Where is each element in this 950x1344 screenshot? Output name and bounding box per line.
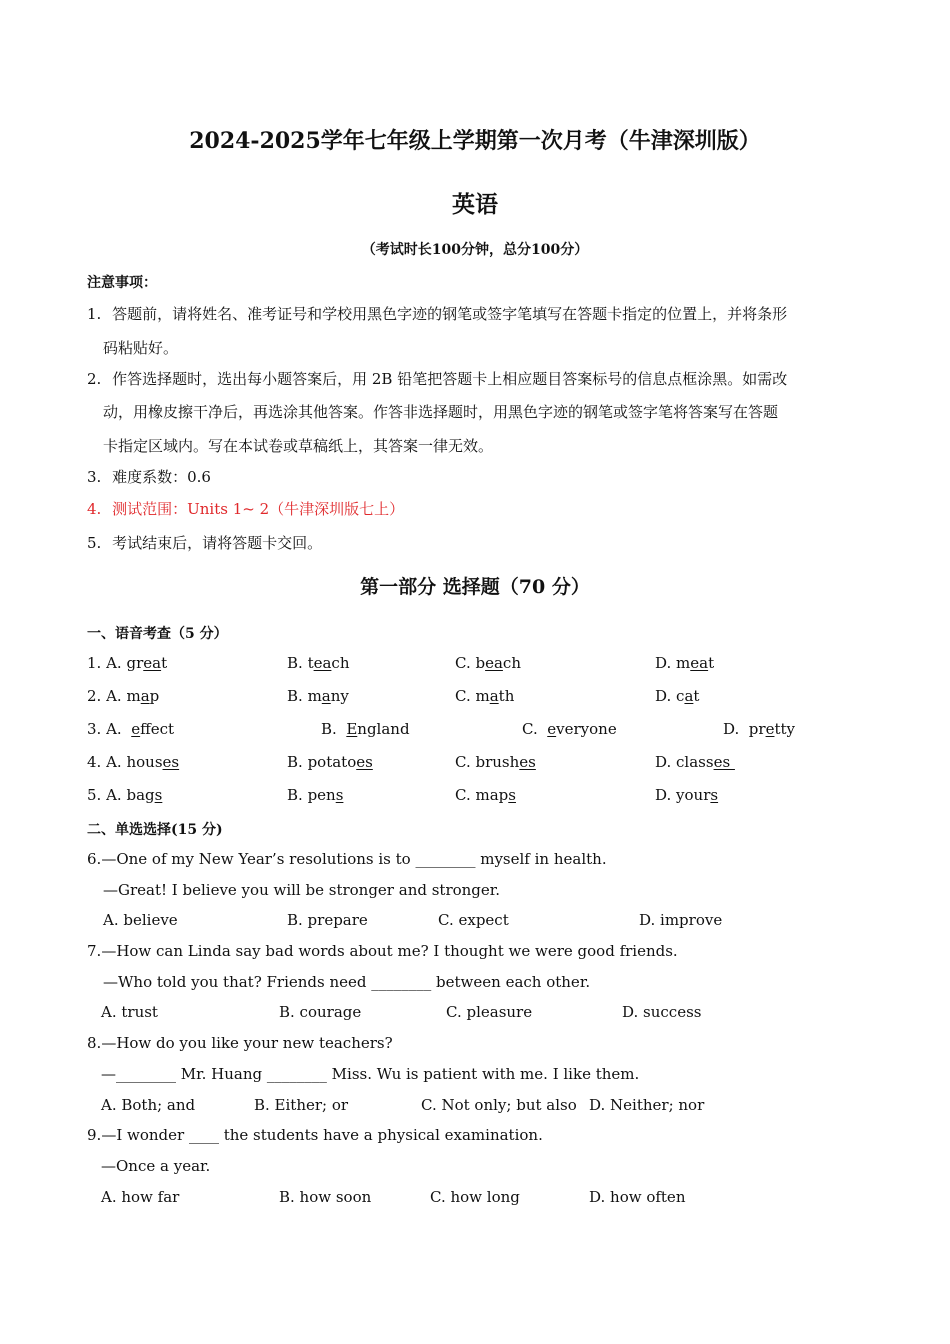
note-text: 考试结束后，请将答题卡交回。 [112, 534, 323, 552]
question-number: 1. [87, 654, 107, 672]
question-text: —How can Linda say bad words about me? I thought we were good friends. [101, 942, 678, 960]
answer-option: D. success [622, 1003, 702, 1021]
question-stem [87, 850, 607, 868]
word-part: bag [126, 786, 155, 804]
phonetic-option [522, 720, 617, 738]
option-label: B. [287, 654, 308, 672]
underlined-letters: ea [485, 654, 503, 672]
word-part: th [498, 687, 515, 705]
answer-option: B. prepare [287, 911, 368, 929]
phonetic-option [455, 654, 521, 672]
underlined-letters: s [508, 786, 516, 804]
option-label: A. [106, 720, 132, 738]
underlined-letters: ea [313, 654, 332, 672]
word-part: brush [475, 753, 520, 771]
option-label: C. [455, 786, 476, 804]
phonetic-option [455, 753, 536, 771]
word-part: m [676, 654, 691, 672]
note-number: 2. [87, 370, 102, 388]
word-part: p [149, 687, 160, 705]
word-part: t [708, 654, 715, 672]
phonetic-option [655, 654, 714, 672]
question-stem [87, 1034, 393, 1052]
underlined-letters: es [356, 753, 373, 771]
note-item-3 [87, 466, 211, 487]
underlined-letters: e [765, 720, 775, 738]
option-label: B. [287, 753, 308, 771]
single-choice-heading: 二、单选选择(15 分) [87, 822, 223, 838]
option-label: B. [287, 786, 308, 804]
option-label: D. [655, 786, 677, 804]
word-part: c [676, 687, 685, 705]
word-part: your [676, 786, 711, 804]
answer-option: B. how soon [279, 1188, 372, 1206]
underlined-letters: a [140, 687, 150, 705]
word-part: class [676, 753, 714, 771]
word-part: m [307, 687, 322, 705]
note-item-1 [87, 303, 787, 324]
answer-option: C. Not only; but also [421, 1096, 577, 1114]
question-text: —How do you like your new teachers? [101, 1034, 393, 1052]
underlined-letters: e [131, 720, 141, 738]
dialogue-reply: —Once a year. [101, 1157, 211, 1175]
question-number: 4. [87, 753, 107, 771]
word-part: t [693, 687, 700, 705]
question-number: 2. [87, 687, 107, 705]
subject-title: 英语 [452, 191, 498, 218]
word-part: ch [331, 654, 350, 672]
answer-option: A. Both; and [101, 1096, 196, 1114]
question-number: 8. [87, 1034, 102, 1052]
option-label: D. [723, 720, 749, 738]
word-part: hous [126, 753, 163, 771]
phonetic-option [455, 786, 516, 804]
note-number: 1. [87, 305, 102, 323]
word-part: map [475, 786, 509, 804]
underlined-letters: s [335, 786, 344, 804]
underlined-letters: a [684, 687, 694, 705]
word-part: ny [330, 687, 349, 705]
word-part: t [307, 654, 314, 672]
question-number: 5. [87, 786, 107, 804]
underlined-letters: ea [690, 654, 709, 672]
word-part: pr [748, 720, 766, 738]
phonetic-option [455, 687, 514, 705]
word-part: ffect [140, 720, 175, 738]
answer-option: C. pleasure [446, 1003, 533, 1021]
question-number: 3. [87, 720, 107, 738]
question-number: 9. [87, 1126, 102, 1144]
option-label: A. [106, 753, 127, 771]
word-part: ngland [357, 720, 410, 738]
word-part: b [475, 654, 486, 672]
note-item-5 [87, 532, 322, 553]
option-label: C. [455, 753, 476, 771]
phonetic-option [287, 654, 349, 672]
answer-option: A. how far [101, 1188, 180, 1206]
phonetic-option [87, 786, 162, 804]
word-part: m [126, 687, 141, 705]
option-label: C. [455, 687, 476, 705]
option-label: B. [321, 720, 347, 738]
phonetic-option [87, 753, 179, 771]
underlined-letters: s [154, 786, 163, 804]
underlined-letters: es [519, 753, 536, 771]
note-number: 4. [87, 500, 102, 518]
underlined-letters: es [713, 753, 735, 771]
question-number: 7. [87, 942, 102, 960]
underlined-letters: e [547, 720, 557, 738]
phonetic-option [287, 786, 343, 804]
dialogue-reply: —________ Mr. Huang ________ Miss. Wu is patient with me. I like them. [101, 1065, 640, 1083]
note-number: 5. [87, 534, 102, 552]
note-text: 答题前，请将姓名、准考证号和学校用黑色字迹的钢笔或签字笔填写在答题卡指定的位置上，并将条形 [112, 305, 788, 323]
note-text: 测试范围：Units 1~ 2（牛津深圳版七上） [112, 500, 405, 518]
option-label: D. [655, 654, 677, 672]
question-stem [87, 1126, 543, 1144]
underlined-letters: a [321, 687, 331, 705]
option-label: C. [522, 720, 548, 738]
option-label: B. [287, 687, 308, 705]
question-number: 6. [87, 850, 102, 868]
underlined-letters: es [162, 753, 180, 771]
note-text: 作答选择题时，选出每小题答案后，用 2B 铅笔把答题卡上相应题目答案标号的信息点框涂黑。如需改 [112, 370, 788, 388]
phonetic-option [87, 654, 167, 672]
question-text: —One of my New Year’s resolutions is to ________ myself in health. [101, 850, 607, 868]
word-part: m [475, 687, 490, 705]
phonetic-option [87, 720, 174, 738]
note-item-4 [87, 498, 404, 519]
phonetic-option [655, 753, 735, 771]
exam-duration-info: （考试时长100分钟，总分100分） [361, 242, 589, 258]
phonetic-option [287, 687, 349, 705]
answer-option: A. believe [103, 911, 178, 929]
word-part: ch [502, 654, 521, 672]
note-item-2 [87, 368, 787, 389]
word-part: pen [307, 786, 336, 804]
underlined-letters: a [489, 687, 499, 705]
notes-heading: 注意事项： [87, 275, 157, 291]
phonetics-heading: 一、语音考查（5 分） [87, 626, 228, 642]
note-continuation: 动，用橡皮擦干净后，再选涂其他答案。作答非选择题时，用黑色字迹的钢笔或签字笔将答案写在答题 [103, 403, 779, 421]
underlined-letters: s [710, 786, 719, 804]
question-stem [87, 942, 678, 960]
question-text: —I wonder ____ the students have a physical examination. [101, 1126, 543, 1144]
note-number: 3. [87, 468, 102, 486]
part-one-title: 第一部分 选择题（70 分） [360, 576, 590, 598]
phonetic-option [655, 687, 699, 705]
answer-option: D. improve [639, 911, 723, 929]
option-label: D. [655, 753, 677, 771]
underlined-letters: E [346, 720, 358, 738]
answer-option: C. expect [438, 911, 509, 929]
word-part: gr [126, 654, 144, 672]
note-continuation: 卡指定区域内。写在本试卷或草稿纸上，其答案一律无效。 [103, 437, 494, 455]
answer-option: B. Either; or [254, 1096, 349, 1114]
word-part: potato [307, 753, 357, 771]
option-label: A. [106, 786, 127, 804]
answer-option: C. how long [430, 1188, 520, 1206]
dialogue-reply: —Great! I believe you will be stronger and stronger. [103, 881, 501, 899]
option-label: C. [455, 654, 476, 672]
note-text: 难度系数：0.6 [112, 468, 211, 486]
word-part: t [161, 654, 168, 672]
option-label: A. [106, 654, 127, 672]
answer-option: A. trust [101, 1003, 158, 1021]
answer-option: D. how often [589, 1188, 686, 1206]
phonetic-option [321, 720, 410, 738]
answer-option: B. courage [279, 1003, 362, 1021]
phonetic-option [723, 720, 795, 738]
word-part: tty [774, 720, 795, 738]
phonetic-option [287, 753, 373, 771]
dialogue-reply: —Who told you that? Friends need ________ between each other. [103, 973, 591, 991]
answer-option: D. Neither; nor [589, 1096, 705, 1114]
option-label: D. [655, 687, 677, 705]
note-continuation: 码粘贴好。 [103, 339, 179, 357]
phonetic-option [87, 687, 159, 705]
exam-title: 2024-2025学年七年级上学期第一次月考（牛津深圳版） [189, 128, 761, 154]
option-label: A. [106, 687, 127, 705]
underlined-letters: ea [143, 654, 162, 672]
phonetic-option [655, 786, 718, 804]
word-part: veryone [556, 720, 617, 738]
